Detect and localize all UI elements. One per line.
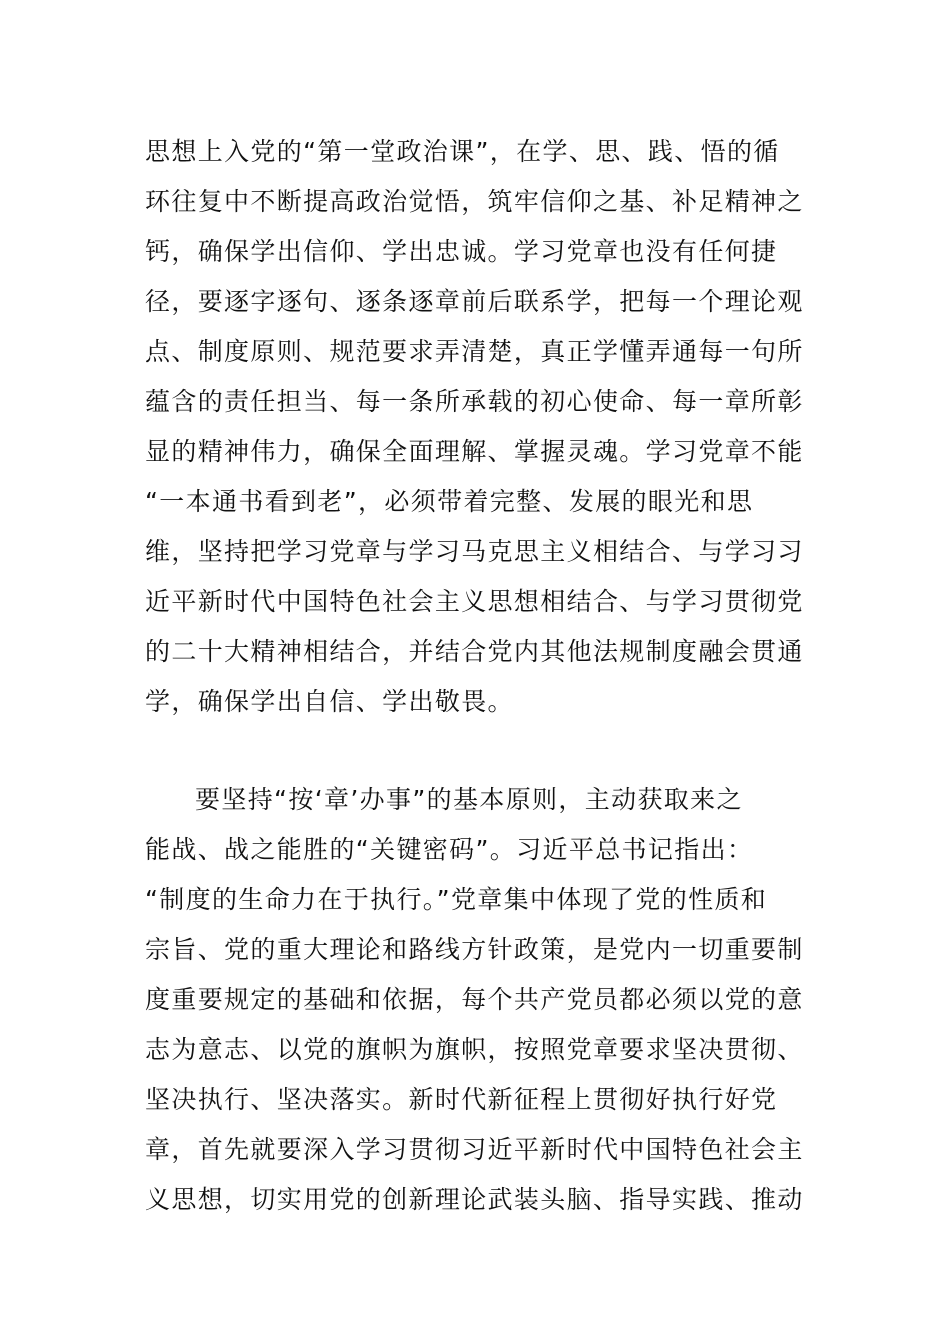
text-line: 蕴含的责任担当、每一条所承载的初心使命、每一章所彰 <box>145 387 804 416</box>
text-line: “一本通书看到老”，必须带着完整、发展的眼光和思 <box>145 487 754 516</box>
text-line: 环往复中不断提高政治觉悟，筑牢信仰之基、补足精神之 <box>145 187 804 216</box>
text-line: 学，确保学出自信、学出敬畏。 <box>145 687 514 716</box>
text-line: “制度的生命力在于执行。”党章集中体现了党的性质和 <box>145 885 768 914</box>
text-line: 点、制度原则、规范要求弄清楚，真正学懂弄通每一句所 <box>145 337 804 366</box>
text-line: 志为意志、以党的旗帜为旗帜，按照党章要求坚决贯彻、 <box>145 1035 804 1064</box>
text-line: 的二十大精神相结合，并结合党内其他法规制度融会贯通 <box>145 637 804 666</box>
text-line: 坚决执行、坚决落实。新时代新征程上贯彻好执行好党 <box>145 1085 778 1114</box>
text-line: 思想上入党的“第一堂政治课”，在学、思、践、悟的循 <box>145 137 780 166</box>
text-line: 钙，确保学出信仰、学出忠诚。学习党章也没有任何捷 <box>145 237 778 266</box>
text-line: 维，坚持把学习党章与学习马克思主义相结合、与学习习 <box>145 537 804 566</box>
text-line: 义思想，切实用党的创新理论武装头脑、指导实践、推动 <box>145 1185 804 1214</box>
text-line: 章，首先就要深入学习贯彻习近平新时代中国特色社会主 <box>145 1135 804 1164</box>
text-line: 显的精神伟力，确保全面理解、掌握灵魂。学习党章不能 <box>145 437 804 466</box>
text-line: 度重要规定的基础和依据，每个共产党员都必须以党的意 <box>145 985 804 1014</box>
text-line: 径，要逐字逐句、逐条逐章前后联系学，把每一个理论观 <box>145 287 804 316</box>
text-line: 要坚持“按‘章’办事”的基本原则，主动获取来之 <box>195 785 743 814</box>
text-line: 能战、战之能胜的“关键密码”。习近平总书记指出： <box>145 835 754 864</box>
text-line: 近平新时代中国特色社会主义思想相结合、与学习贯彻党 <box>145 587 804 616</box>
text-line: 宗旨、党的重大理论和路线方针政策，是党内一切重要制 <box>145 935 804 964</box>
